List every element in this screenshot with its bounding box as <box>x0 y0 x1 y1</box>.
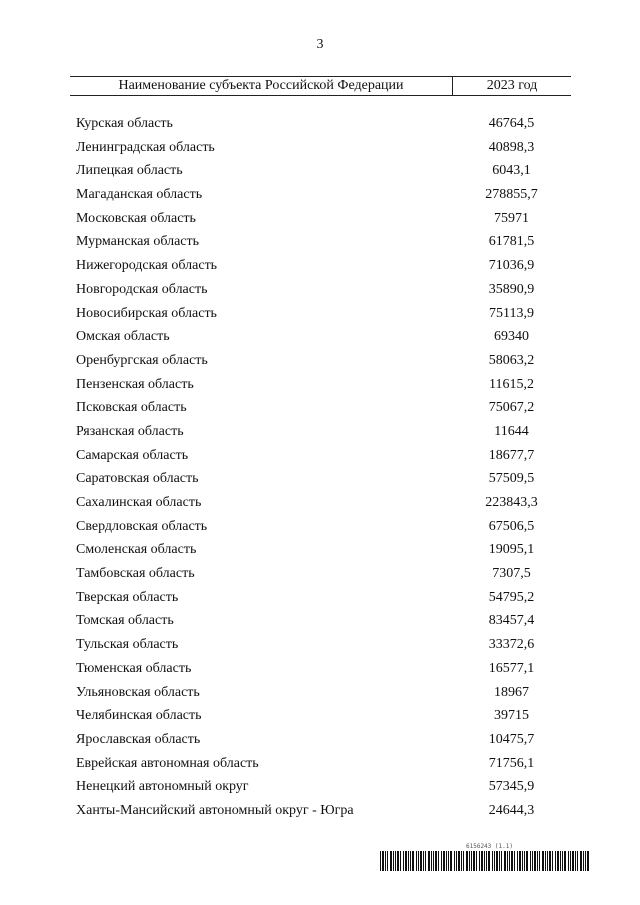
value-cell: 75067,2 <box>488 400 535 416</box>
value-cell: 54795,2 <box>488 589 535 605</box>
value-cell: 35890,9 <box>488 281 535 297</box>
subject-name-cell: Липецкая область <box>76 163 183 179</box>
table-row <box>70 280 571 304</box>
table-row <box>70 564 571 588</box>
value-cell: 75971 <box>494 210 529 226</box>
data-table <box>70 76 571 825</box>
subject-name-cell: Самарская область <box>76 447 189 463</box>
table-row <box>70 138 571 162</box>
table-row <box>70 493 571 517</box>
value-cell: 10475,7 <box>488 731 535 747</box>
barcode-caption: 6156243 (1.1) <box>466 843 513 850</box>
table-row <box>70 114 571 138</box>
value-cell: 75113,9 <box>489 305 534 321</box>
value-cell: 11644 <box>494 423 529 439</box>
subject-name-cell: Свердловская область <box>76 518 208 534</box>
value-cell: 6043,1 <box>492 163 531 179</box>
value-cell: 18967 <box>494 684 529 700</box>
table-row <box>70 161 571 185</box>
value-cell: 71036,9 <box>488 258 535 274</box>
table-row <box>70 635 571 659</box>
subject-name-cell: Смоленская область <box>76 542 197 558</box>
value-cell: 67506,5 <box>488 518 535 534</box>
value-cell: 40898,3 <box>488 139 535 155</box>
table-row <box>70 398 571 422</box>
table-row <box>70 730 571 754</box>
table-row <box>70 540 571 564</box>
subject-name-cell: Томская область <box>76 613 174 629</box>
value-cell: 57509,5 <box>488 471 535 487</box>
table-row <box>70 801 571 825</box>
subject-name-cell: Оренбургская область <box>76 352 208 368</box>
value-cell: 39715 <box>494 708 529 724</box>
subject-name-cell: Новосибирская область <box>76 305 217 321</box>
table-row <box>70 351 571 375</box>
table-row <box>70 754 571 778</box>
subject-name-cell: Магаданская область <box>76 187 203 203</box>
table-row <box>70 232 571 256</box>
value-cell: 19095,1 <box>488 542 535 558</box>
page-number: 3 <box>316 37 324 52</box>
subject-name-cell: Ханты-Мансийский автономный округ - Югра <box>76 802 354 818</box>
table-row <box>70 517 571 541</box>
table-row <box>70 422 571 446</box>
value-cell: 58063,2 <box>488 352 535 368</box>
value-cell: 278855,7 <box>485 187 538 203</box>
table-row <box>70 304 571 328</box>
subject-name-cell: Сахалинская область <box>76 495 202 510</box>
document-footer <box>380 843 592 871</box>
value-cell: 46764,5 <box>488 116 535 131</box>
table-row <box>70 327 571 351</box>
subject-name-cell: Курская область <box>76 116 173 131</box>
subject-name-cell: Омская область <box>76 329 170 345</box>
subject-name-cell: Челябинская область <box>76 708 202 724</box>
value-cell: 33372,6 <box>488 637 535 653</box>
value-cell: 11615,2 <box>489 376 534 392</box>
subject-name-cell: Мурманская область <box>76 234 200 250</box>
table-row <box>70 706 571 730</box>
subject-name-cell: Тульская область <box>76 637 179 653</box>
subject-name-cell: Ненецкий автономный округ <box>76 779 249 795</box>
value-cell: 83457,4 <box>488 613 535 629</box>
subject-name-cell: Пензенская область <box>76 376 194 392</box>
value-cell: 71756,1 <box>488 755 535 771</box>
subject-name-cell: Ульяновская область <box>76 684 200 700</box>
header-year: 2023 год <box>486 78 538 93</box>
table-row <box>70 588 571 612</box>
table-row <box>70 446 571 470</box>
value-cell: 223843,3 <box>485 495 538 510</box>
header-subject-name: Наименование субъекта Российской Федерации <box>70 77 453 95</box>
subject-name-cell: Тамбовская область <box>76 566 195 582</box>
subject-name-cell: Тюменская область <box>76 660 192 676</box>
table-row <box>70 683 571 707</box>
subject-name-cell: Новгородская область <box>76 281 208 297</box>
value-cell: 24644,3 <box>488 802 535 818</box>
subject-name-cell: Рязанская область <box>76 423 184 439</box>
table-body <box>70 114 571 825</box>
value-cell: 69340 <box>494 329 529 345</box>
subject-name-cell: Саратовская область <box>76 471 199 487</box>
table-row <box>70 469 571 493</box>
subject-name-cell: Псковская область <box>76 400 187 416</box>
subject-name-cell: Еврейская автономная область <box>76 755 259 771</box>
value-cell: 16577,1 <box>488 660 535 676</box>
subject-name-cell: Ярославская область <box>76 731 201 747</box>
value-cell: 57345,9 <box>488 779 535 795</box>
value-cell: 7307,5 <box>492 566 531 582</box>
table-row <box>70 209 571 233</box>
table-row <box>70 659 571 683</box>
table-header <box>70 76 571 96</box>
table-row <box>70 256 571 280</box>
subject-name-cell: Ленинградская область <box>76 139 215 155</box>
table-row <box>70 777 571 801</box>
value-cell: 18677,7 <box>488 447 535 463</box>
subject-name-cell: Нижегородская область <box>76 258 218 274</box>
table-row <box>70 185 571 209</box>
value-cell: 61781,5 <box>488 234 535 250</box>
table-row <box>70 611 571 635</box>
subject-name-cell: Московская область <box>76 210 196 226</box>
subject-name-cell: Тверская область <box>76 589 179 605</box>
barcode-icon <box>380 851 592 871</box>
table-row <box>70 375 571 399</box>
